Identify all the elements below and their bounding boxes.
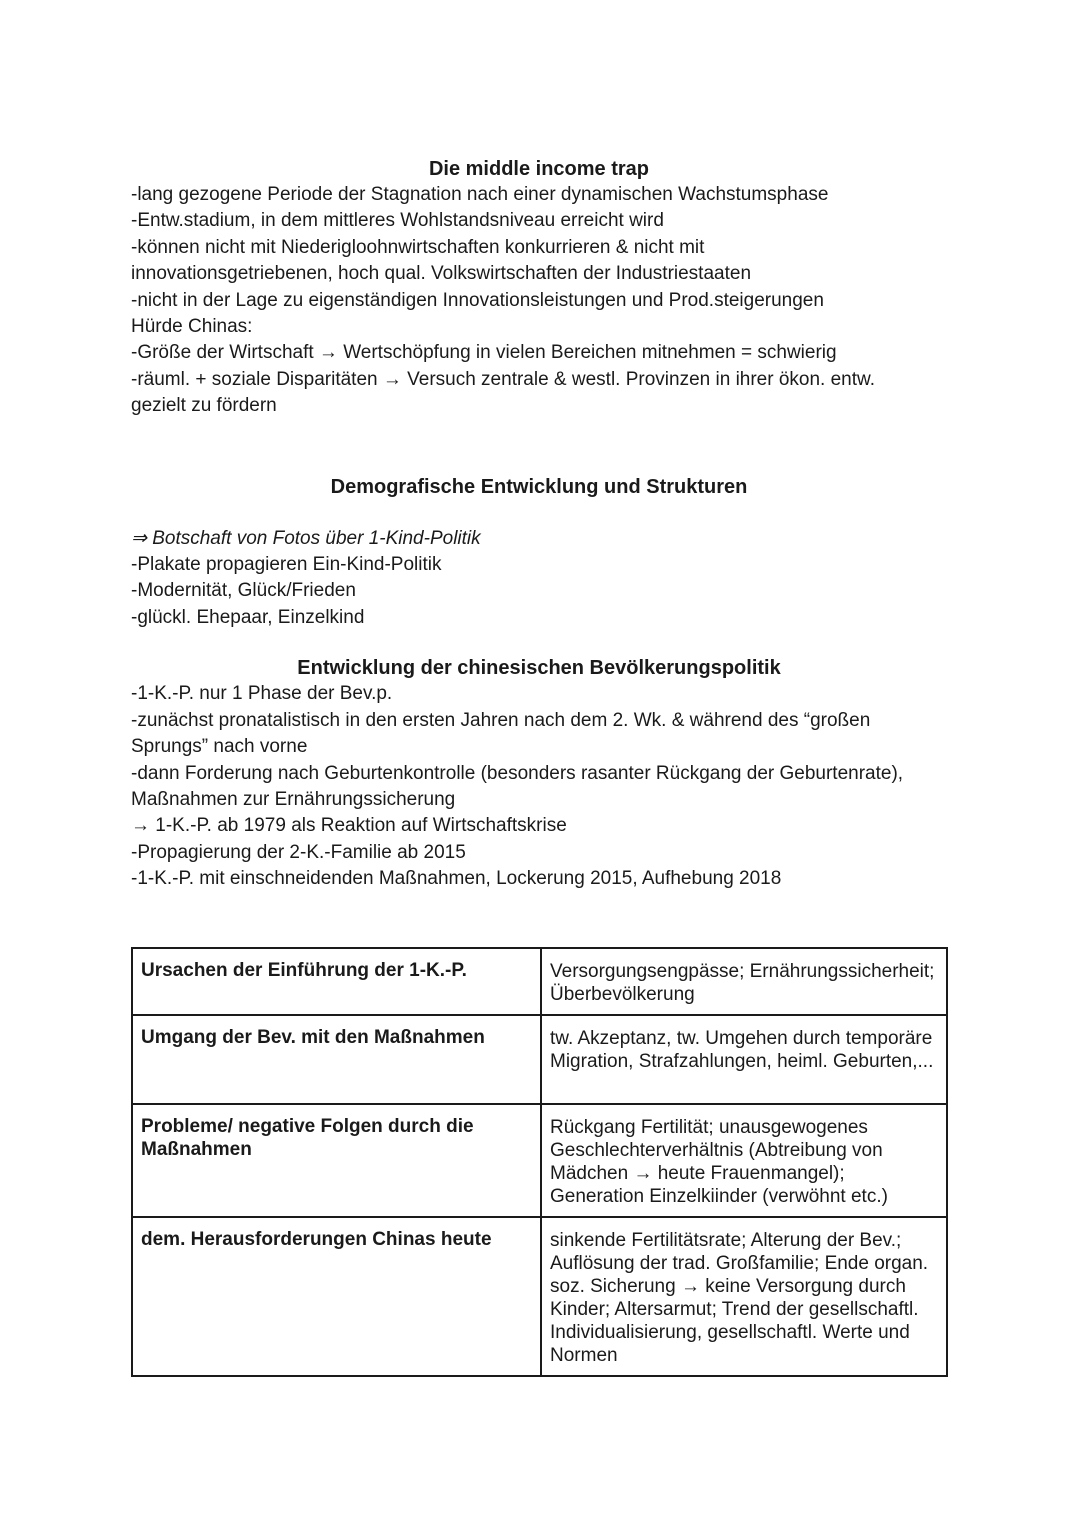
text-line: -Größe der Wirtschaft → Wertschöpfung in vielen Bereichen mitnehmen = schwierig — [131, 342, 837, 364]
table-key-cell: dem. Herausforderungen Chinas heute — [132, 1217, 541, 1376]
section-demografie — [131, 474, 961, 632]
summary-table — [131, 947, 948, 1377]
text-line: -1-K.-P. mit einschneidenden Maßnahmen, Lockerung 2015, Aufhebung 2018 — [131, 868, 782, 890]
table-row — [132, 1015, 947, 1104]
table-key-cell: Umgang der Bev. mit den Maßnahmen — [132, 1015, 541, 1104]
table-key-cell: Probleme/ negative Folgen durch die Maßnahmen — [132, 1104, 541, 1217]
text-line: -nicht in der Lage zu eigenständigen Innovationsleistungen und Prod.steigerungen — [131, 289, 824, 311]
text-line: -glückl. Ehepaar, Einzelkind — [131, 606, 365, 628]
text-line: -Plakate propagieren Ein-Kind-Politik — [131, 554, 442, 576]
section-bevoelkerungspolitik — [131, 655, 961, 892]
text-line: -können nicht mit Niederigloohnwirtschaften konkurrieren & nicht mit — [131, 236, 705, 258]
text-line: gezielt zu fördern — [131, 395, 277, 417]
text-line: -räuml. + soziale Disparitäten → Versuch zentrale & westl. Provinzen in ihrer ökon. entw. — [131, 368, 875, 390]
text-line: → 1-K.-P. ab 1979 als Reaktion auf Wirtschaftskrise — [131, 815, 567, 837]
text-line: innovationsgetriebenen, hoch qual. Volkswirtschaften der Industriestaaten — [131, 263, 752, 285]
table-row — [132, 948, 947, 1015]
table-value-cell: Rückgang Fertilität; unausgewogenes Geschlechterverhältnis (Abtreibung von Mädchen → heute Frauenmangel); Generation Einzelkiinder (verwöhnt etc.) — [541, 1104, 947, 1217]
table-row — [132, 1104, 947, 1217]
text-line: -Propagierung der 2-K.-Familie ab 2015 — [131, 841, 466, 863]
subheading: ⇒ Botschaft von Fotos über 1-Kind-Politik — [131, 527, 481, 549]
table-key-cell: Ursachen der Einführung der 1-K.-P. — [132, 948, 541, 1015]
text-line: -Modernität, Glück/Frieden — [131, 580, 356, 602]
text-line: -lang gezogene Periode der Stagnation nach einer dynamischen Wachstumsphase — [131, 184, 829, 205]
text-line: -zunächst pronatalistisch in den ersten Jahren nach dem 2. Wk. & während des “großen — [131, 709, 871, 731]
table-value-cell: tw. Akzeptanz, tw. Umgehen durch temporäre Migration, Strafzahlungen, heiml. Geburten,... — [541, 1015, 947, 1104]
table-value-cell: sinkende Fertilitätsrate; Alterung der Bev.; Auflösung der trad. Großfamilie; Ende organ. soz. Sicherung → keine Versorgung durch Kinder; Altersarmut; Trend der gesellschaftl. Individualisierung, gesellschaftl. Werte und Normen — [541, 1217, 947, 1376]
table-row — [132, 1217, 947, 1376]
text-line: Sprungs” nach vorne — [131, 736, 308, 758]
text-line: -dann Forderung nach Geburtenkontrolle (besonders rasanter Rückgang der Geburtenrate), — [131, 762, 904, 784]
text-line: -1-K.-P. nur 1 Phase der Bev.p. — [131, 683, 393, 705]
section-title: Entwicklung der chinesischen Bevölkerungspolitik — [297, 657, 781, 680]
page-content — [131, 156, 961, 1377]
section-middle-income-trap — [131, 156, 961, 420]
text-line: -Entw.stadium, in dem mittleres Wohlstandsniveau erreicht wird — [131, 210, 664, 232]
section-title: Die middle income trap — [428, 158, 650, 180]
table-value-cell: Versorgungsengpässe; Ernährungssicherheit; Überbevölkerung — [541, 948, 947, 1015]
text-line: Maßnahmen zur Ernährungssicherung — [131, 788, 456, 810]
text-line: Hürde Chinas: — [131, 316, 253, 338]
section-title: Demografische Entwicklung und Strukturen — [330, 475, 748, 498]
